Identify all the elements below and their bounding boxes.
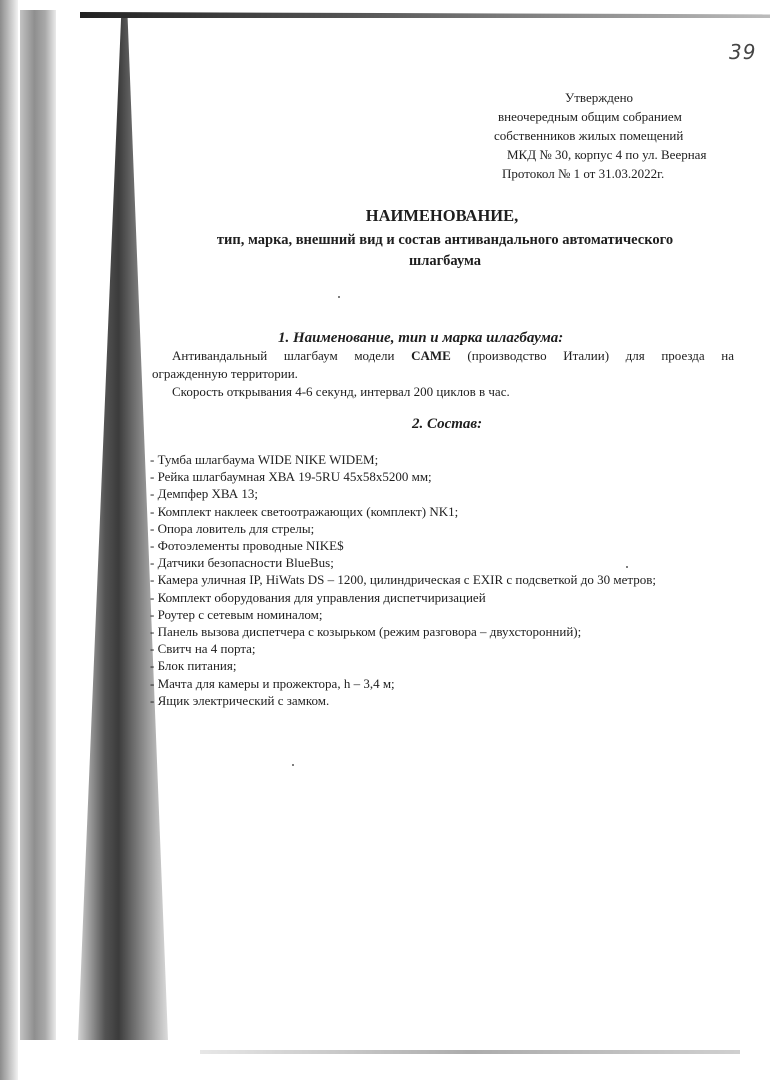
list-item: - Фотоэлементы проводные NIKE$: [150, 538, 344, 554]
list-item: - Датчики безопасности BlueBus;: [150, 555, 334, 571]
section-2-heading: 2. Состав:: [412, 416, 483, 432]
subtitle-line-2: шлагбаума: [408, 253, 482, 269]
scan-left-edge: [0, 0, 18, 1080]
section-1-heading: 1. Наименование, тип и марка шлагбаума:: [278, 330, 564, 346]
list-item: - Тумба шлагбаума WIDE NIKE WIDEM;: [150, 452, 379, 467]
list-item: - Роутер с сетевым номиналом;: [150, 606, 323, 622]
section-1-text-line-1: [172, 348, 734, 364]
scan-speck: [338, 296, 340, 298]
components-list: [150, 451, 740, 709]
approval-line-5: Протокол № 1 от 31.03.2022г.: [502, 166, 665, 181]
section-1-text-start: Антивандальный шлагбаум модели: [172, 348, 412, 363]
scan-speck: [292, 764, 294, 766]
scan-bottom-edge: [200, 1050, 740, 1054]
scan-shadow: [20, 10, 56, 1040]
document-title: НАИМЕНОВАНИЕ,: [365, 206, 519, 225]
list-item: - Демпфер ХВА 13;: [150, 486, 258, 502]
list-item: - Блок питания;: [150, 658, 237, 674]
subtitle-line-1: тип, марка, внешний вид и состав антивандального автоматического: [216, 232, 674, 248]
list-item: - Камера уличная IP, HiWats DS – 1200, цилиндрическая с EXIR с подсветкой до 30 метров;: [150, 572, 656, 588]
list-item: - Комплект оборудования для управления диспетчиризацией: [150, 589, 486, 605]
scan-speck: [626, 566, 628, 568]
approval-line-1: Утверждено: [565, 90, 634, 105]
approval-line-2: внеочередным общим собранием: [498, 109, 682, 124]
section-1-text-end: (производство Италии) для проезда на: [450, 348, 734, 363]
scan-top-edge: [80, 12, 770, 18]
list-item: - Панель вызова диспетчера с козырьком (режим разговора – двухсторонний);: [150, 624, 582, 640]
section-1-text-line-2: огражденную территории.: [152, 366, 298, 381]
approval-line-3: собственников жилых помещений: [494, 128, 684, 143]
list-item: - Опора ловитель для стрелы;: [150, 520, 315, 536]
document-subtitle: [150, 230, 740, 272]
list-item: - Комплект наклеек светоотражающих (комплект) NK1;: [150, 503, 459, 519]
list-item: - Свитч на 4 порта;: [150, 641, 256, 657]
section-1-text-line-3: Скорость открывания 4-6 секунд, интервал 200 циклов в час.: [172, 384, 510, 399]
page-number: 39: [729, 40, 757, 64]
list-item: - Мачта для камеры и прожектора, h – 3,4 м;: [150, 675, 395, 691]
brand-name: CAME: [411, 348, 451, 363]
list-item: - Рейка шлагбаумная ХВА 19-5RU 45х58х5200 мм;: [150, 469, 432, 485]
list-item: - Ящик электрический с замком.: [150, 692, 330, 708]
approval-line-4: МКД № 30, корпус 4 по ул. Веерная: [507, 147, 707, 162]
